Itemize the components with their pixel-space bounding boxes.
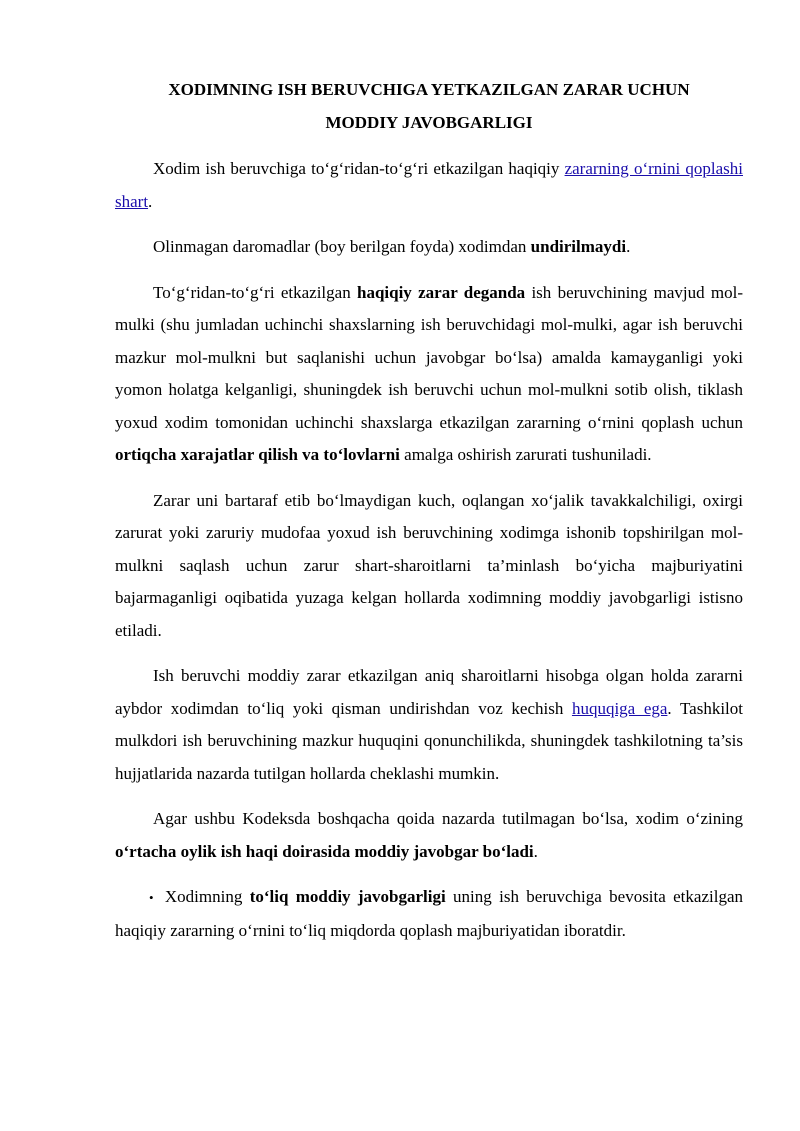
p3-bold-2: ortiqcha xarajatlar qilish va to‘lovlarni <box>115 445 400 464</box>
p1-text: Xodim ish beruvchiga to‘g‘ridan-to‘g‘ri etkazilgan haqiqiy <box>153 159 565 178</box>
document-title <box>115 73 743 139</box>
right-link[interactable]: huquqiga ega <box>571 698 668 718</box>
p7-text-a: Xodimning <box>157 887 250 906</box>
paragraph-average-salary-liability <box>115 803 743 868</box>
paragraph-employer-right <box>115 660 743 790</box>
p5-text-a: Ish beruvchi moddiy zarar etkazilgan aniq sharoitlarni hisobga olgan holda zararni aybdor xodimdan to‘liq yoki qisman undirishdan voz kechish <box>115 666 743 718</box>
p6-end: . <box>533 841 538 861</box>
paragraph-liability-exclusion <box>115 485 743 648</box>
p1-end: . <box>148 191 153 211</box>
p3-bold-1: haqiqiy zarar deganda <box>357 282 526 302</box>
p2-bold: undirilmaydi <box>530 237 627 256</box>
p6-bold: o‘rtacha oylik ish haqi doirasida moddiy javobgar bo‘ladi <box>115 841 534 861</box>
p3-text-b: ish beruvchining mavjud mol-mulki (shu jumladan uchinchi shaxslarning ish beruvchidagi mol-mulki, agar ish beruvchi mazkur mol-mulkni but saqlanishi uchun javobgar bo‘lsa) amalda kamayganligi yoki yomon holatga kelganligi, shuningdek ish beruvchi uchun mol-mulkni sotib olish, tiklash yoxud xodim tomonidan uchinchi shaxslarga etkazilgan zararning o‘rnini qoplash uchun <box>115 282 743 432</box>
p6-text-a: Agar ushbu Kodeksda boshqacha qoida nazarda tutilmagan bo‘lsa, xodim o‘zining <box>153 809 743 828</box>
p2-text: Olinmagan daromadlar (boy berilgan foyda) xodimdan <box>153 237 531 256</box>
p4-text: Zarar uni bartaraf etib bo‘lmaydigan kuch, oqlangan xo‘jalik tavakkalchiligi, oxirgi zarurat yoki zaruriy mudofaa yoxud ish beruvchining xodimga ishonib topshirilgan mol-mulkni saqlash uchun zarur shart-sharoitlarni ta’minlash bo‘yicha majburiyatini bajarmaganligi oqibatida yuzaga kelgan hollarda xodimning moddiy javobgarligi istisno etiladi. <box>115 490 743 640</box>
paragraph-damage-compensation <box>115 153 743 218</box>
p7-bold: to‘liq moddiy javobgarligi <box>249 887 446 906</box>
p3-text-a: To‘g‘ridan-to‘g‘ri etkazilgan <box>153 282 357 302</box>
compensation-link[interactable]: zararning o‘rnini qoplashi shart <box>115 159 743 211</box>
p2-end: . <box>626 237 631 256</box>
paragraph-lost-income <box>115 231 743 264</box>
title-line-1: XODIMNING ISH BERUVCHIGA YETKAZILGAN ZARAR UCHUN <box>168 80 690 99</box>
bullet-full-liability <box>115 881 743 947</box>
p3-text-c: amalga oshirish zarurati tushuniladi. <box>399 445 652 464</box>
p5-text-b: . Tashkilot mulkdori ish beruvchining mazkur huquqini qonunchilikda, shuningdek tashkilotning ta’sis hujjatlarida nazarda tutilgan hollarda cheklashi mumkin. <box>115 698 743 783</box>
document-page <box>115 73 743 947</box>
paragraph-actual-damage-definition <box>115 277 743 472</box>
title-line-2: MODDIY JAVOBGARLIGI <box>325 113 533 132</box>
p7-text-b: uning ish beruvchiga bevosita etkazilgan haqiqiy zararning o‘rnini to‘liq miqdorda qoplash majburiyatidan iboratdir. <box>115 887 743 940</box>
bullet-icon: • <box>149 890 154 905</box>
